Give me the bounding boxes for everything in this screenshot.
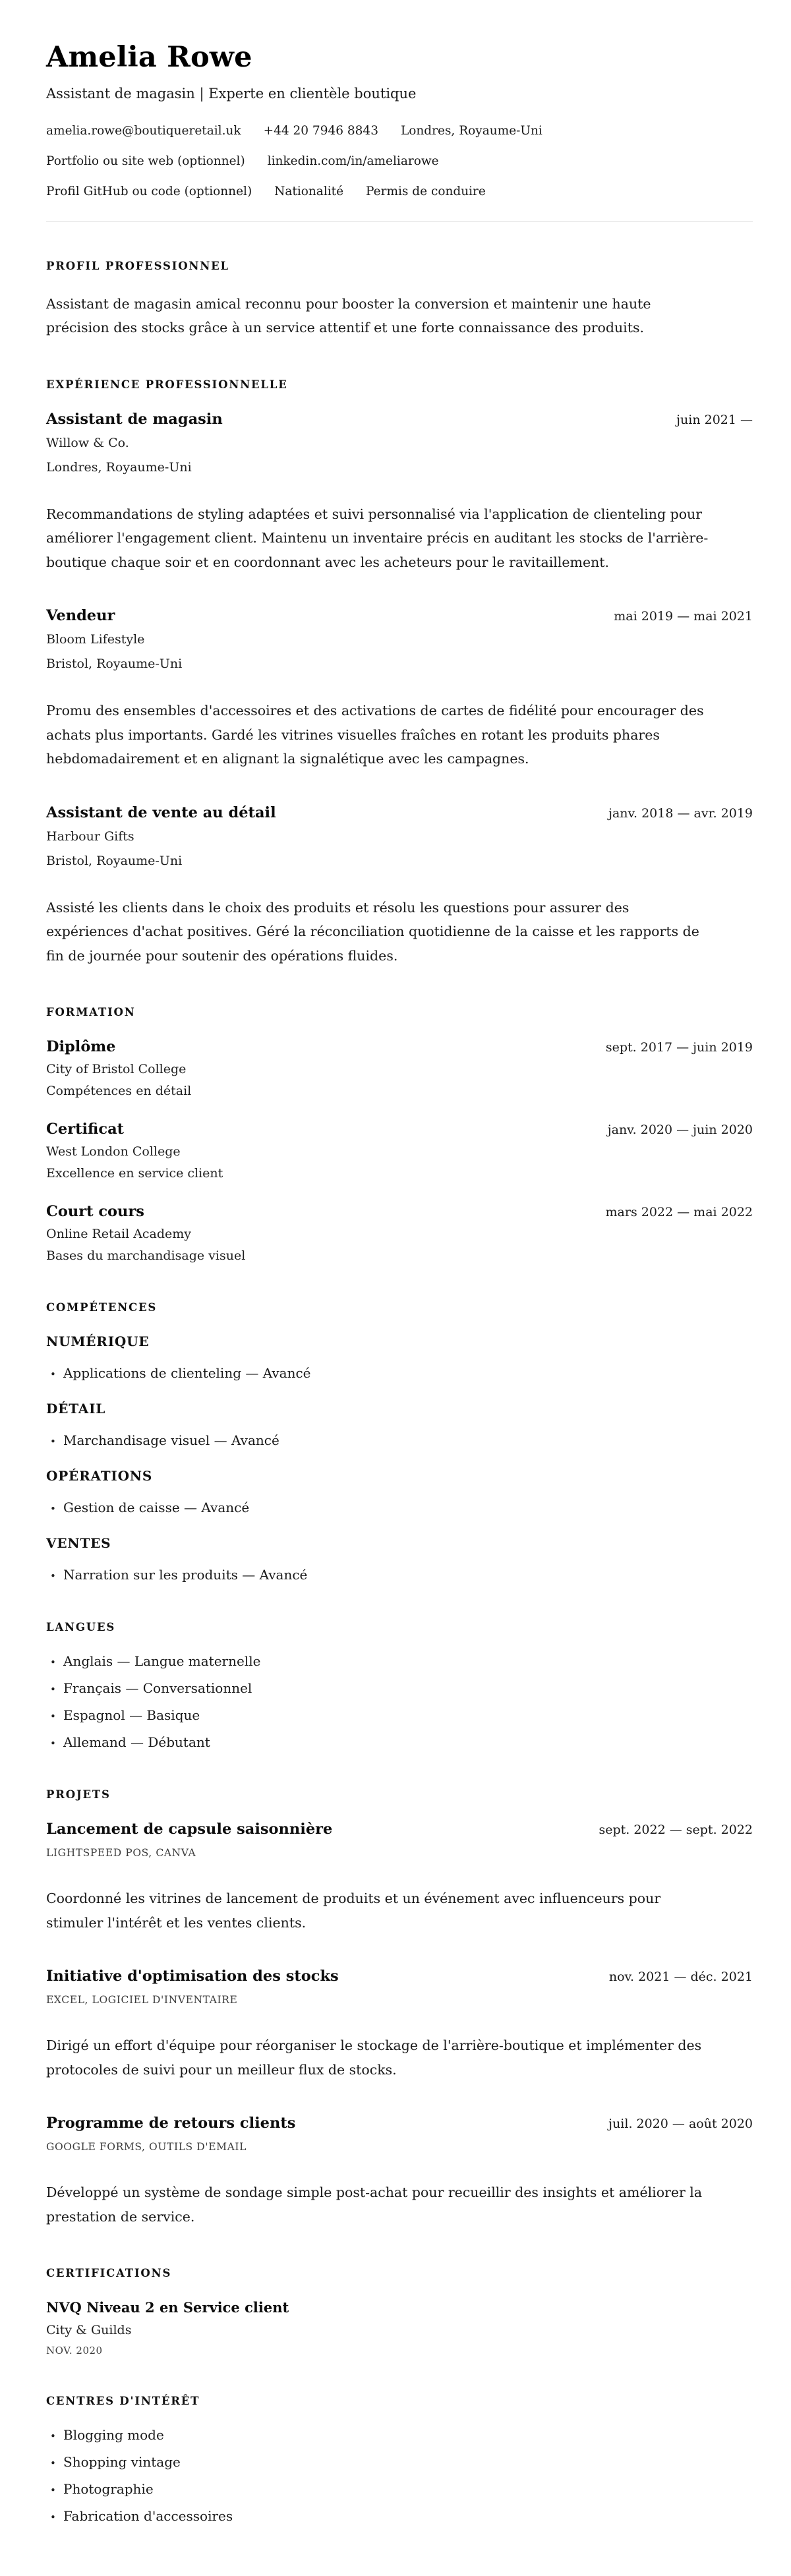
- skill-item-label: Narration sur les produits — Avancé: [63, 1567, 308, 1583]
- interest-item-label: Shopping vintage: [63, 2454, 181, 2471]
- job-dates: janv. 2018 — avr. 2019: [608, 805, 753, 821]
- interest-item: [46, 2508, 753, 2524]
- education-entry-head: [46, 1121, 753, 1138]
- skills-heading: COMPÉTENCES: [46, 1301, 158, 1314]
- contact-github: Profil GitHub ou code (optionnel): [46, 185, 252, 198]
- interest-item-label: Blogging mode: [63, 2427, 164, 2444]
- project-title: Initiative d'optimisation des stocks: [46, 1968, 339, 1985]
- project-entry: [46, 1968, 753, 2082]
- education-dates: sept. 2017 — juin 2019: [605, 1040, 753, 1055]
- contact-linkedin: linkedin.com/in/ameliarowe: [267, 154, 439, 168]
- education-entry-head: [46, 1203, 753, 1220]
- education-dates: mars 2022 — mai 2022: [605, 1205, 753, 1220]
- job-entry-head: [46, 607, 753, 624]
- profile-heading: PROFIL PROFESSIONNEL: [46, 260, 229, 272]
- job-description: Promu des ensembles d'accessoires et des activations de cartes de fidélité pour encourager des achats plus importants. Gardé les vitrines visuelles fraîches en rotant les produits phares hebdomadairement et en alignant la signalétique avec les campagnes.: [46, 703, 704, 767]
- job-dates: juin 2021 —: [676, 412, 753, 427]
- skill-group: [46, 1401, 753, 1448]
- project-description: Coordonné les vitrines de lancement de produits et un événement avec influenceurs pour stimuler l'intérêt et les ventes clients.: [46, 1890, 661, 1931]
- project-entry: [46, 1821, 753, 1935]
- bullet-icon: [46, 1738, 63, 1749]
- certification-title: NVQ Niveau 2 en Service client: [46, 2299, 289, 2316]
- certification-date: NOV. 2020: [46, 2345, 103, 2357]
- section-languages: [46, 1621, 753, 1750]
- skill-category: OPÉRATIONS: [46, 1468, 153, 1484]
- job-title: Assistant de magasin: [46, 410, 223, 428]
- education-school: Online Retail Academy: [46, 1227, 192, 1242]
- certifications-heading: CERTIFICATIONS: [46, 2267, 172, 2280]
- job-description: Recommandations de styling adaptées et suivi personnalisé via l'application de clienteling pour améliorer l'engagement client. Maintenu un inventaire précis en auditant les stocks de l'arrière-boutique chaque soir et en coordonnant avec les acheteurs pour le ravitaillement.: [46, 506, 709, 570]
- certification-issuer: City & Guilds: [46, 2323, 132, 2338]
- profile-summary: Assistant de magasin amical reconnu pour booster la conversion et maintenir une haute précision des stocks grâce à un service attentif et une forte connaissance des produits.: [46, 296, 651, 336]
- contact-email: amelia.rowe@boutiqueretail.uk: [46, 124, 241, 138]
- project-description: Dirigé un effort d'équipe pour réorganiser le stockage de l'arrière-boutique et implémenter des protocoles de suivi pour un meilleur flux de stocks.: [46, 2037, 702, 2078]
- contact-phone: +44 20 7946 8843: [263, 124, 378, 138]
- job-location: Londres, Royaume-Uni: [46, 459, 192, 475]
- contact-location: Londres, Royaume-Uni: [400, 124, 542, 138]
- job-company: Willow & Co.: [46, 435, 129, 450]
- project-tools: LIGHTSPEED POS, CANVA: [46, 1847, 196, 1859]
- job-company: Harbour Gifts: [46, 829, 134, 844]
- skill-item: [46, 1567, 753, 1583]
- bullet-icon: [46, 1436, 63, 1448]
- contact-portfolio: Portfolio ou site web (optionnel): [46, 154, 245, 168]
- job-entry: [46, 607, 753, 771]
- bullet-icon: [46, 1570, 63, 1582]
- interest-item-label: Fabrication d'accessoires: [63, 2508, 233, 2525]
- language-item: [46, 1680, 753, 1696]
- job-location: Bristol, Royaume-Uni: [46, 853, 183, 868]
- contact-driving-license: Permis de conduire: [366, 185, 486, 198]
- skill-group: [46, 1468, 753, 1515]
- education-entry: [46, 1203, 753, 1263]
- language-item-label: Espagnol — Basique: [63, 1707, 200, 1724]
- resume-header: [46, 41, 753, 198]
- bullet-icon: [46, 1503, 63, 1515]
- project-description: Développé un système de sondage simple post-achat pour recueillir des insights et améliorer la prestation de service.: [46, 2184, 703, 2225]
- skill-item: [46, 1432, 753, 1448]
- education-entry-head: [46, 1038, 753, 1055]
- bullet-icon: [46, 2484, 63, 2496]
- interest-item: [46, 2454, 753, 2470]
- language-item: [46, 1653, 753, 1669]
- section-experience: [46, 378, 753, 968]
- certification-entry: [46, 2299, 753, 2356]
- project-tools: GOOGLE FORMS, OUTILS D'EMAIL: [46, 2141, 247, 2153]
- bullet-icon: [46, 2511, 63, 2523]
- skill-category: NUMÉRIQUE: [46, 1333, 150, 1350]
- education-field: Excellence en service client: [46, 1166, 223, 1181]
- education-degree: Certificat: [46, 1121, 125, 1138]
- language-item-label: Français — Conversationnel: [63, 1680, 252, 1697]
- candidate-name: Amelia Rowe: [46, 41, 252, 74]
- education-school: West London College: [46, 1144, 181, 1159]
- education-field: Bases du marchandisage visuel: [46, 1248, 246, 1264]
- language-item-label: Anglais — Langue maternelle: [63, 1653, 261, 1670]
- skill-item-label: Gestion de caisse — Avancé: [63, 1500, 250, 1516]
- interest-item: [46, 2427, 753, 2443]
- project-entry-head: [46, 1968, 753, 1985]
- education-field: Compétences en détail: [46, 1084, 192, 1099]
- job-company: Bloom Lifestyle: [46, 632, 145, 647]
- bullet-icon: [46, 1368, 63, 1380]
- skill-group: [46, 1535, 753, 1583]
- bullet-icon: [46, 2430, 63, 2442]
- projects-heading: PROJETS: [46, 1788, 111, 1801]
- interest-item-label: Photographie: [63, 2481, 154, 2498]
- education-degree: Court cours: [46, 1203, 144, 1221]
- job-title: Vendeur: [46, 607, 115, 625]
- project-tools: EXCEL, LOGICIEL D'INVENTAIRE: [46, 1994, 238, 2006]
- skill-item-label: Marchandisage visuel — Avancé: [63, 1432, 279, 1449]
- language-item-label: Allemand — Débutant: [63, 1734, 210, 1751]
- section-skills: [46, 1301, 753, 1583]
- contact-nationality: Nationalité: [274, 185, 344, 198]
- section-projects: [46, 1788, 753, 2229]
- project-entry-head: [46, 1821, 753, 1838]
- bullet-icon: [46, 1683, 63, 1695]
- project-dates: nov. 2021 — déc. 2021: [608, 1970, 753, 1985]
- bullet-icon: [46, 1656, 63, 1668]
- contact-row-3: [46, 185, 753, 198]
- project-dates: juil. 2020 — août 2020: [608, 2117, 753, 2132]
- section-education: [46, 1006, 753, 1263]
- bullet-icon: [46, 1711, 63, 1722]
- section-certifications: [46, 2267, 753, 2356]
- contact-row-1: [46, 124, 753, 138]
- education-entry: [46, 1121, 753, 1181]
- skill-category: VENTES: [46, 1535, 111, 1552]
- job-description: Assisté les clients dans le choix des produits et résolu les questions pour assurer des expériences d'achat positives. Géré la réconciliation quotidienne de la caisse et les rapports de fin de journée pour soutenir des opérations fluides.: [46, 899, 699, 964]
- bullet-icon: [46, 2457, 63, 2469]
- job-title: Assistant de vente au détail: [46, 804, 276, 821]
- interests-heading: CENTRES D'INTÉRÊT: [46, 2395, 200, 2408]
- job-location: Bristol, Royaume-Uni: [46, 657, 183, 672]
- section-interests: [46, 2395, 753, 2524]
- language-item: [46, 1734, 753, 1750]
- education-degree: Diplôme: [46, 1038, 116, 1056]
- job-entry: [46, 411, 753, 574]
- project-title: Lancement de capsule saisonnière: [46, 1821, 333, 1838]
- education-school: City of Bristol College: [46, 1062, 187, 1077]
- education-heading: FORMATION: [46, 1006, 136, 1019]
- education-dates: janv. 2020 — juin 2020: [607, 1123, 753, 1138]
- candidate-tagline: Assistant de magasin | Experte en clientèle boutique: [46, 86, 417, 102]
- skill-group: [46, 1333, 753, 1381]
- job-entry-head: [46, 411, 753, 428]
- interest-item: [46, 2481, 753, 2497]
- experience-heading: EXPÉRIENCE PROFESSIONNELLE: [46, 378, 288, 391]
- job-entry: [46, 804, 753, 968]
- skill-item: [46, 1365, 753, 1381]
- education-entry: [46, 1038, 753, 1098]
- project-entry: [46, 2115, 753, 2229]
- job-entry-head: [46, 804, 753, 821]
- languages-heading: LANGUES: [46, 1621, 116, 1634]
- project-entry-head: [46, 2115, 753, 2132]
- skill-category: DÉTAIL: [46, 1401, 106, 1417]
- section-profile: [46, 260, 753, 340]
- job-dates: mai 2019 — mai 2021: [614, 609, 753, 624]
- project-title: Programme de retours clients: [46, 2115, 296, 2132]
- project-dates: sept. 2022 — sept. 2022: [599, 1823, 753, 1838]
- contact-row-2: [46, 154, 753, 168]
- language-item: [46, 1707, 753, 1723]
- skill-item-label: Applications de clienteling — Avancé: [63, 1365, 311, 1382]
- skill-item: [46, 1500, 753, 1515]
